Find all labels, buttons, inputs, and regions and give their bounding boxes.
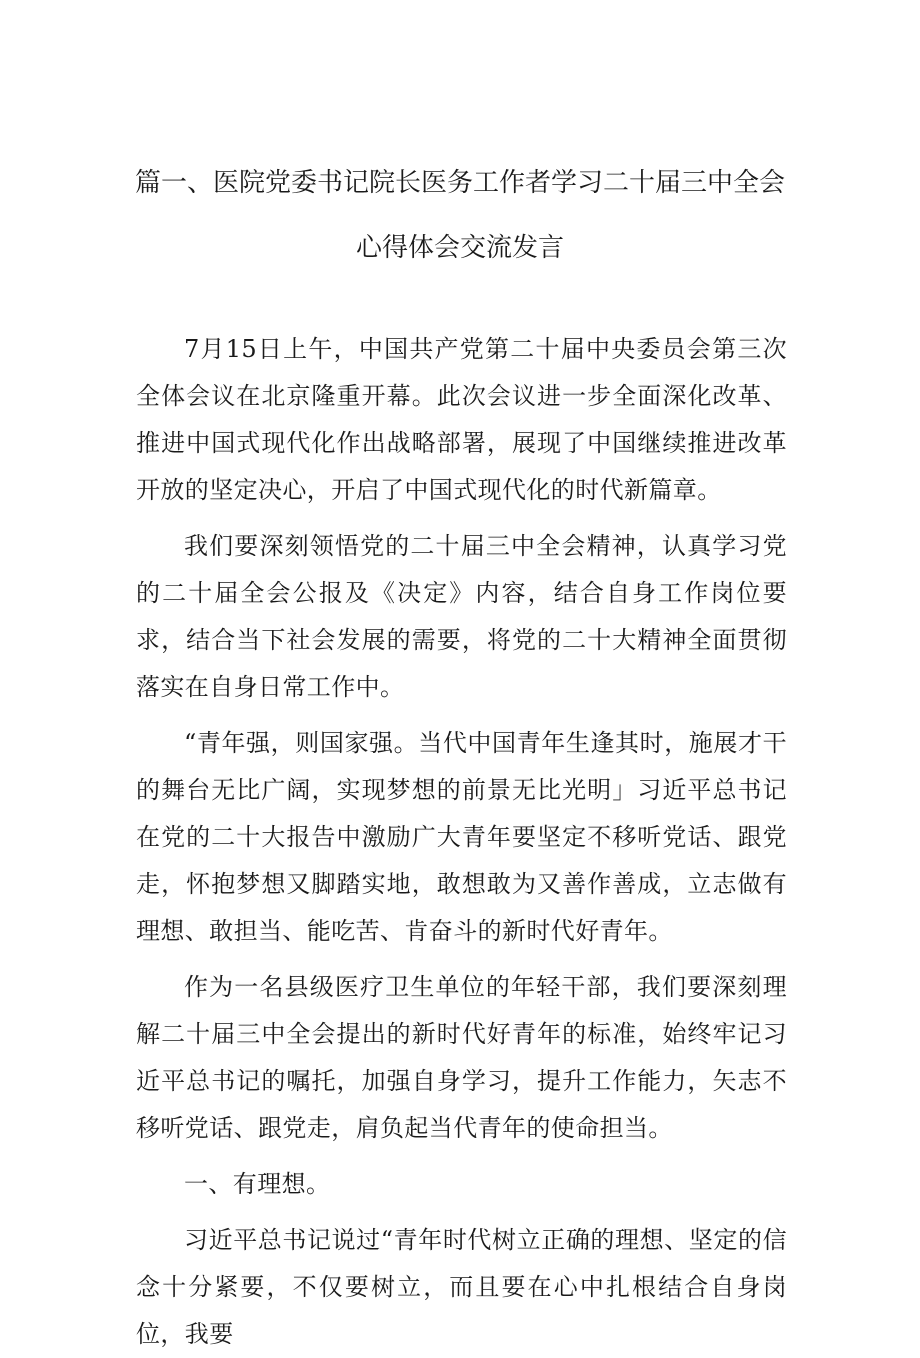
- document-title-line-1: 篇一、医院党委书记院长医务工作者学习二十届三中全会: [135, 168, 786, 198]
- document-title-line-2: 心得体会交流发言: [355, 233, 564, 263]
- paragraph-1: 7月15日上午，中国共产党第二十届中央委员会第三次全体会议在北京隆重开幕。此次会议进一步全面深化改革、推进中国式现代化作出战略部署，展现了中国继续推进改革开放的坚定决心，开启了中国式现代化的时代新篇章。: [136, 335, 787, 504]
- paragraph-4: 作为一名县级医疗卫生单位的年轻干部，我们要深刻理解二十届三中全会提出的新时代好青年的标准，始终牢记习近平总书记的嘱托，加强自身学习，提升工作能力，矢志不移听党话、跟党走，肩负起当代青年的使命担当。: [136, 973, 787, 1142]
- paragraph-5: 习近平总书记说过“青年时代树立正确的理想、坚定的信念十分紧要，不仅要树立，而且要在心中扎根结合自身岗位，我要: [136, 1226, 787, 1348]
- paragraph-3: “青年强，则国家强。当代中国青年生逢其时，施展才干的舞台无比广阔，实现梦想的前景无比光明」习近平总书记在党的二十大报告中激励广大青年要坚定不移听党话、跟党走，怀抱梦想又脚踏实地，敢想敢为又善作善成，立志做有理想、敢担当、能吃苦、肯奋斗的新时代好青年。: [136, 729, 787, 945]
- document-body: [136, 326, 787, 1358]
- paragraph-2: 我们要深刻领悟党的二十届三中全会精神，认真学习党的二十届全会公报及《决定》内容，结合自身工作岗位要求，结合当下社会发展的需要，将党的二十大精神全面贯彻落实在自身日常工作中。: [136, 532, 787, 701]
- section-heading-1: 一、有理想。: [184, 1170, 331, 1198]
